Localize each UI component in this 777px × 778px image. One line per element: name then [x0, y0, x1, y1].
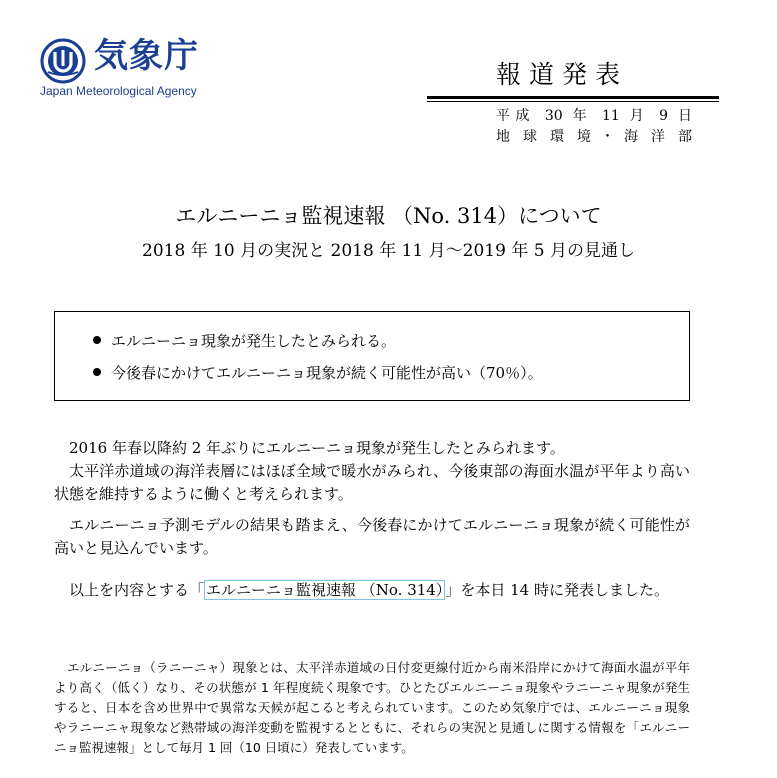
summary-item-text: 今後春にかけてエルニーニョ現象が続く可能性が高い（70％）。 — [111, 364, 543, 382]
explanatory-note: エルニーニョ（ラニーニャ）現象とは、太平洋赤道域の日付変更線付近から南米沿岸にかけて海面水温が平年より高く（低く）なり、その状態が 1 年程度続く現象です。ひとたびエルニーニョ現象やラニーニャ現象が発生すると、日本を含め世界中で異常な天候が起こると考えられています。このため気象庁では、エルニーニョ現象やラニーニャ現象など熱帯域の海洋変動を監視するとともに、それらの実況と見通しに関する情報を「エルニーニョ監視速報」として毎月 1 回（10 日頃に）発表しています。 — [54, 660, 690, 755]
announcement-text-before: 以上を内容とする「 — [69, 581, 205, 599]
release-date: 平成 30 年 11 月 9 日 — [496, 108, 692, 124]
header-divider-thin — [427, 101, 719, 102]
jma-logo-icon — [40, 38, 86, 84]
header-divider — [427, 96, 719, 99]
document-subtitle: 2018 年 10 月の実況と 2018 年 11 月～2019 年 5 月の見通し — [142, 241, 635, 261]
body-paragraph: 太平洋赤道域の海洋表層にはほぼ全域で暖水がみられ、今後東部の海面水温が平年より高い状態を維持するように働くと考えられます。 — [54, 462, 690, 503]
org-name-en: Japan Meteorological Agency — [40, 84, 197, 98]
bullet-icon — [93, 336, 101, 344]
summary-item — [93, 362, 543, 384]
body-paragraph-announcement — [54, 579, 690, 602]
press-release-label: 報道発表 — [496, 60, 629, 89]
summary-item-text: エルニーニョ現象が発生したとみられる。 — [111, 332, 397, 350]
announcement-text-after: 」を本日 14 時に発表しました。 — [445, 581, 669, 599]
document-title: エルニーニョ監視速報 （No. 314）について — [175, 204, 602, 228]
body-paragraph: エルニーニョ予測モデルの結果も踏まえ、今後春にかけてエルニーニョ現象が続く可能性が高いと見込んでいます。 — [54, 516, 690, 557]
department-name: 地球環境･海洋部 — [496, 129, 692, 145]
report-link[interactable]: エルニーニョ監視速報 （No. 314） — [206, 581, 444, 599]
summary-box — [54, 311, 690, 401]
org-name-ja: 気象庁 — [94, 36, 199, 76]
summary-item — [93, 330, 396, 352]
bullet-icon — [93, 368, 101, 376]
body-paragraph: 2016 年春以降約 2 年ぶりにエルニーニョ現象が発生したとみられます。 — [69, 439, 565, 457]
